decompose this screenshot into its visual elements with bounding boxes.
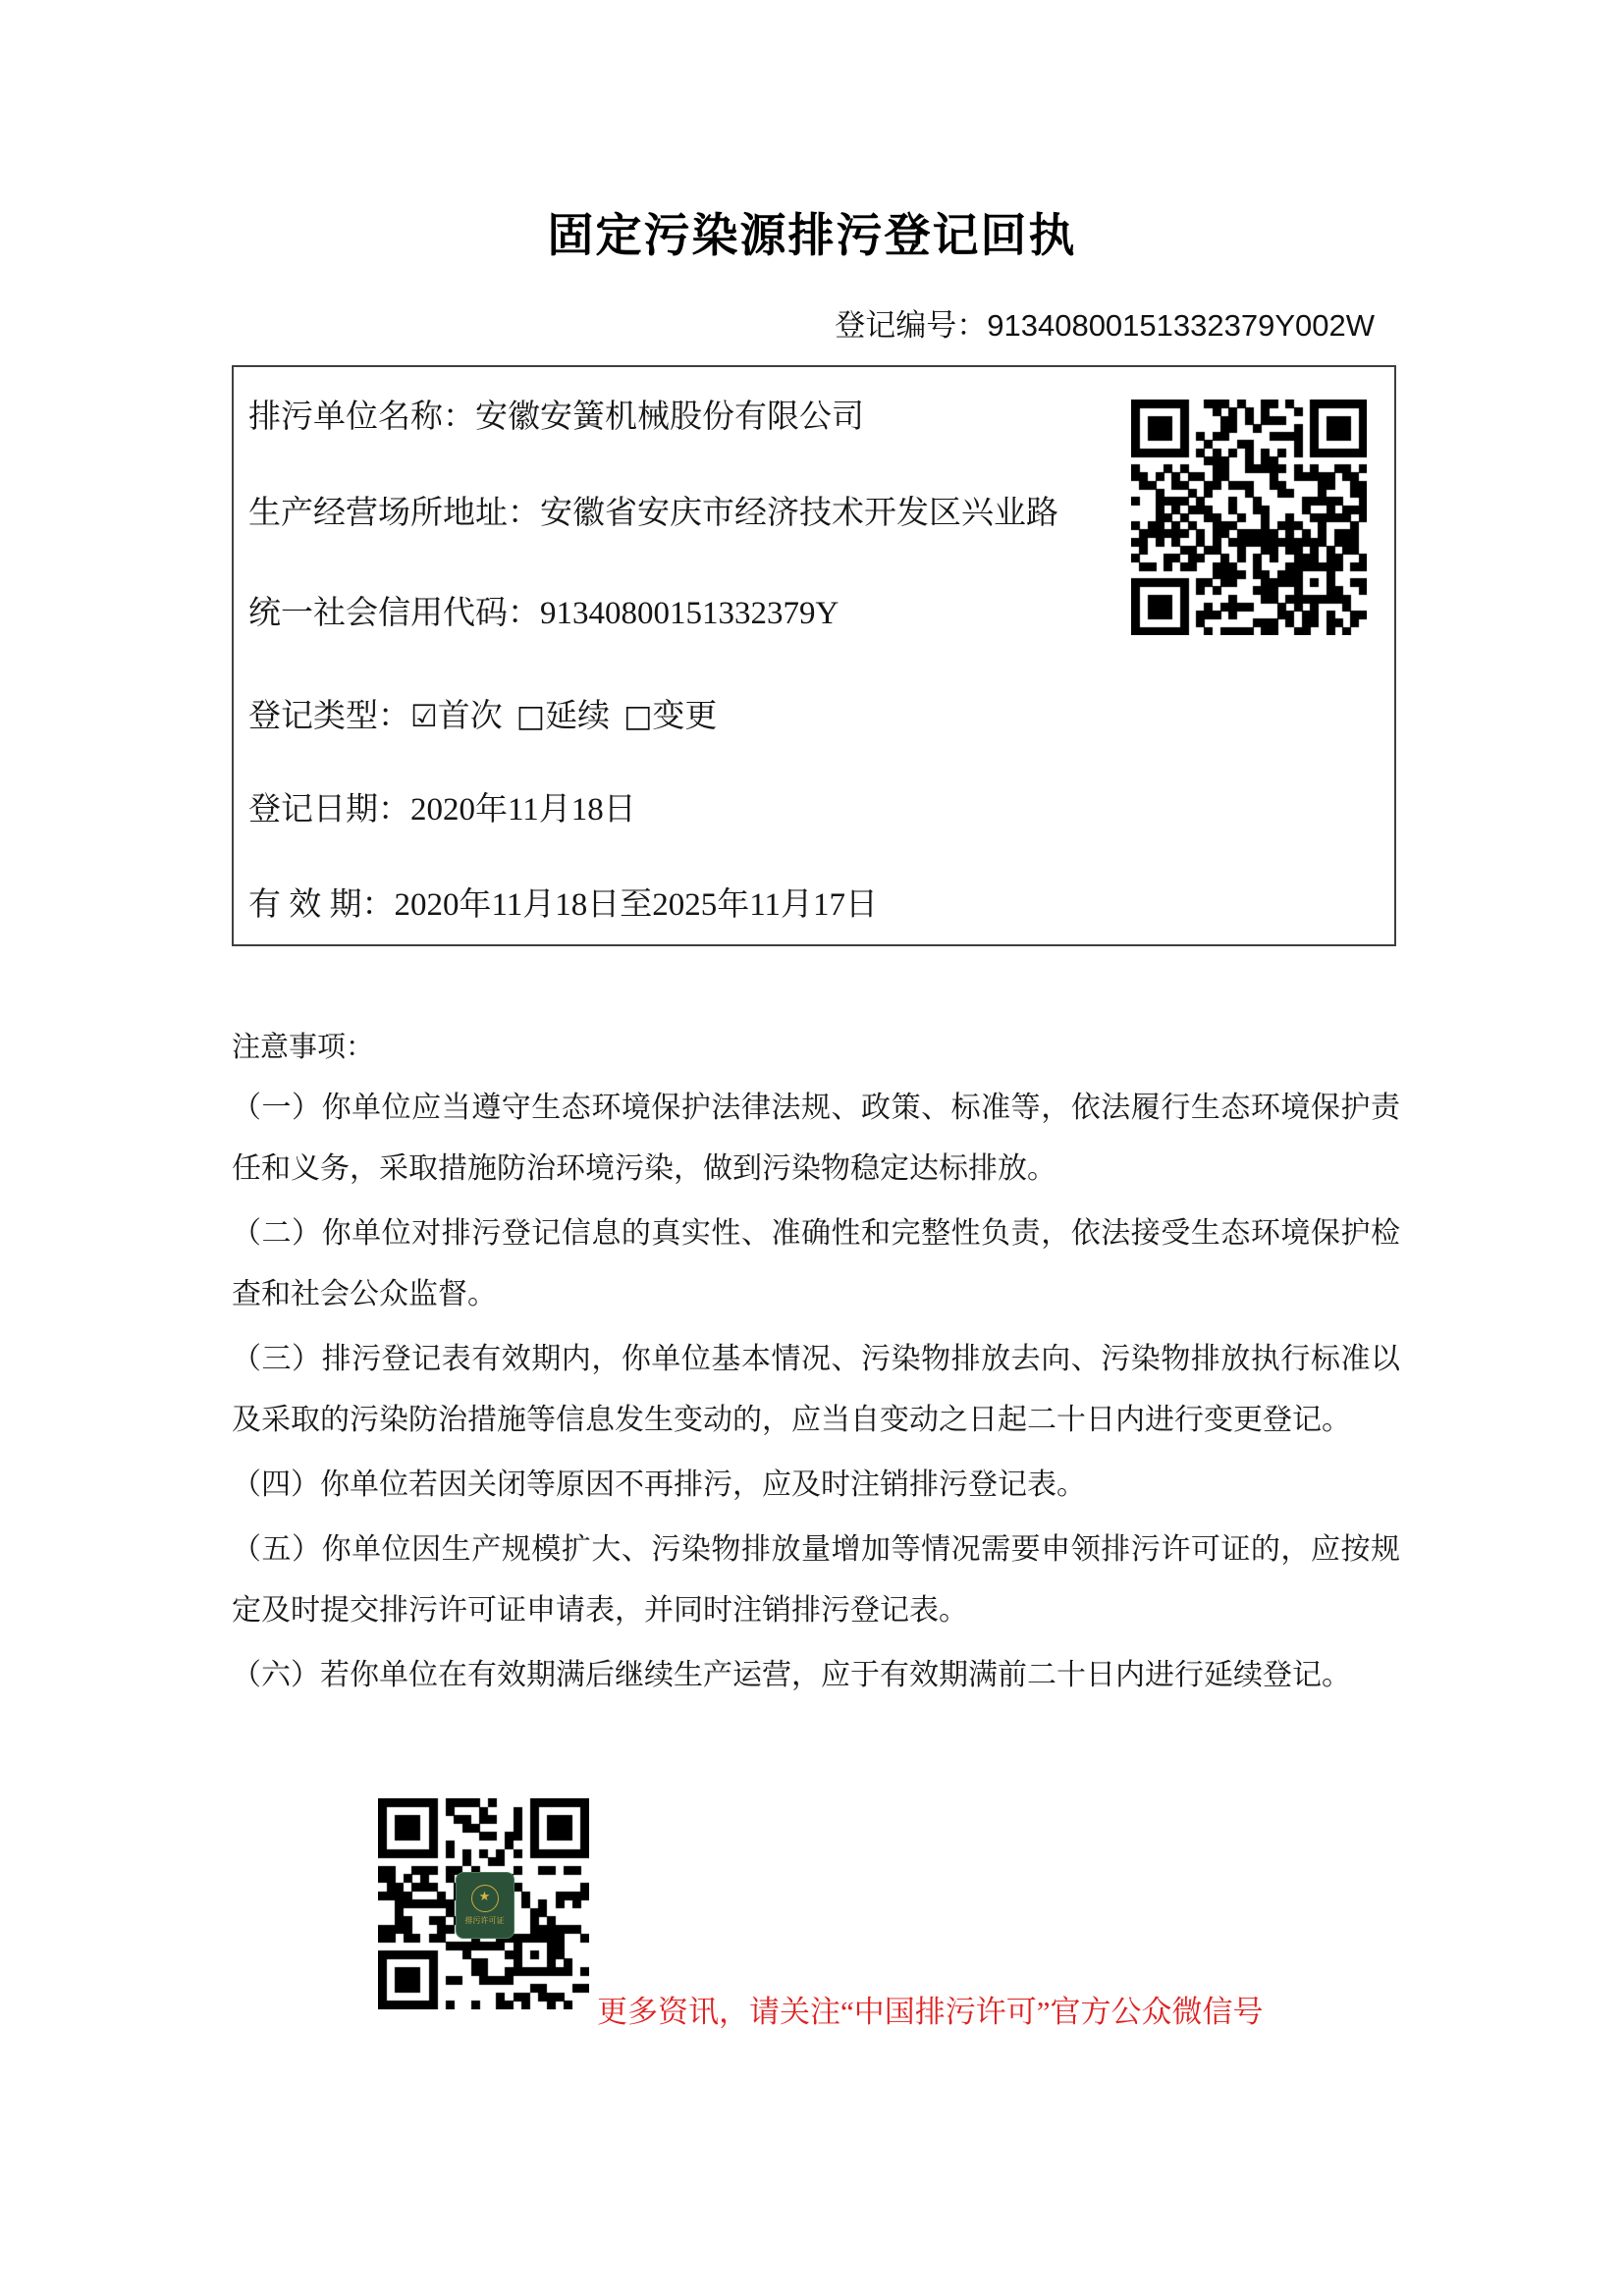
registration-type-option-change-label: 变更 [652, 699, 718, 734]
checked-checkbox-icon: ☑ [410, 699, 438, 734]
notes-heading: 注意事项： [232, 1032, 375, 1063]
permit-logo [456, 1872, 514, 1939]
note-item-5: （五）你单位因生产规模扩大、污染物排放量增加等情况需要申领排污许可证的，应按规定及时提交排污许可证申请表，并同时注销排污登记表。 [232, 1533, 1400, 1627]
national-emblem-icon: ★ [471, 1885, 499, 1912]
note-item-3: （三）排污登记表有效期内，你单位基本情况、污染物排放去向、污染物排放执行标准以及采取的污染防治措施等信息发生变动的，应当自变动之日起二十日内进行变更登记。 [232, 1343, 1400, 1436]
registration-qr-code [1131, 400, 1367, 635]
credit-code-row [248, 587, 839, 633]
registration-type-option-renewal [516, 699, 610, 734]
unit-name-value: 安徽安簧机械股份有限公司 [475, 400, 864, 435]
unit-name-label: 排污单位名称： [248, 400, 475, 435]
unit-name-row [248, 391, 864, 437]
permit-logo-label: 排污许可证 [464, 1916, 505, 1925]
validity-period-label: 有 效 期： [248, 887, 395, 923]
page-title: 固定污染源排污登记回执 [547, 209, 1077, 261]
address-label: 生产经营场所地址： [248, 496, 540, 531]
address-row [248, 487, 1058, 533]
note-item-6: （六）若你单位在有效期满后继续生产运营，应于有效期满前二十日内进行延续登记。 [232, 1659, 1351, 1691]
registration-type-label: 登记类型： [248, 699, 410, 734]
note-item-1: （一）你单位应当遵守生态环境保护法律法规、政策、标准等，依法履行生态环境保护责任和义务，采取措施防治环境污染，做到污染物稳定达标排放。 [232, 1092, 1400, 1185]
registration-type-option-first [410, 699, 503, 734]
address-value: 安徽省安庆市经济技术开发区兴业路 [540, 496, 1058, 531]
notes-section [232, 1017, 1400, 1710]
wechat-qr-code [378, 1798, 589, 2009]
wechat-caption: 更多资讯，请关注“中国排污许可”官方公众微信号 [597, 1995, 1264, 2029]
registration-number: 登记编号：91340800151332379Y002W [835, 308, 1375, 343]
unchecked-checkbox-icon: □ [515, 699, 546, 734]
registration-info-box [232, 365, 1396, 946]
credit-code-value: 91340800151332379Y [540, 596, 839, 631]
validity-period-row [248, 879, 878, 925]
validity-period-value: 2020年11月18日至2025年11月17日 [394, 887, 879, 923]
note-item-2: （二）你单位对排污登记信息的真实性、准确性和完整性负责，依法接受生态环境保护检查和社会公众监督。 [232, 1217, 1400, 1310]
unchecked-checkbox-icon: □ [623, 699, 653, 734]
credit-code-label: 统一社会信用代码： [248, 596, 540, 631]
registration-type-option-change [623, 699, 717, 734]
registration-type-option-first-label: 首次 [437, 699, 503, 734]
registration-type-option-renewal-label: 延续 [545, 699, 611, 734]
registration-date-row [248, 783, 636, 829]
note-item-4: （四）你单位若因关闭等原因不再排污，应及时注销排污登记表。 [232, 1468, 1086, 1501]
registration-date-value: 2020年11月18日 [410, 792, 636, 828]
registration-type-row [248, 690, 731, 736]
registration-date-label: 登记日期： [248, 792, 410, 828]
